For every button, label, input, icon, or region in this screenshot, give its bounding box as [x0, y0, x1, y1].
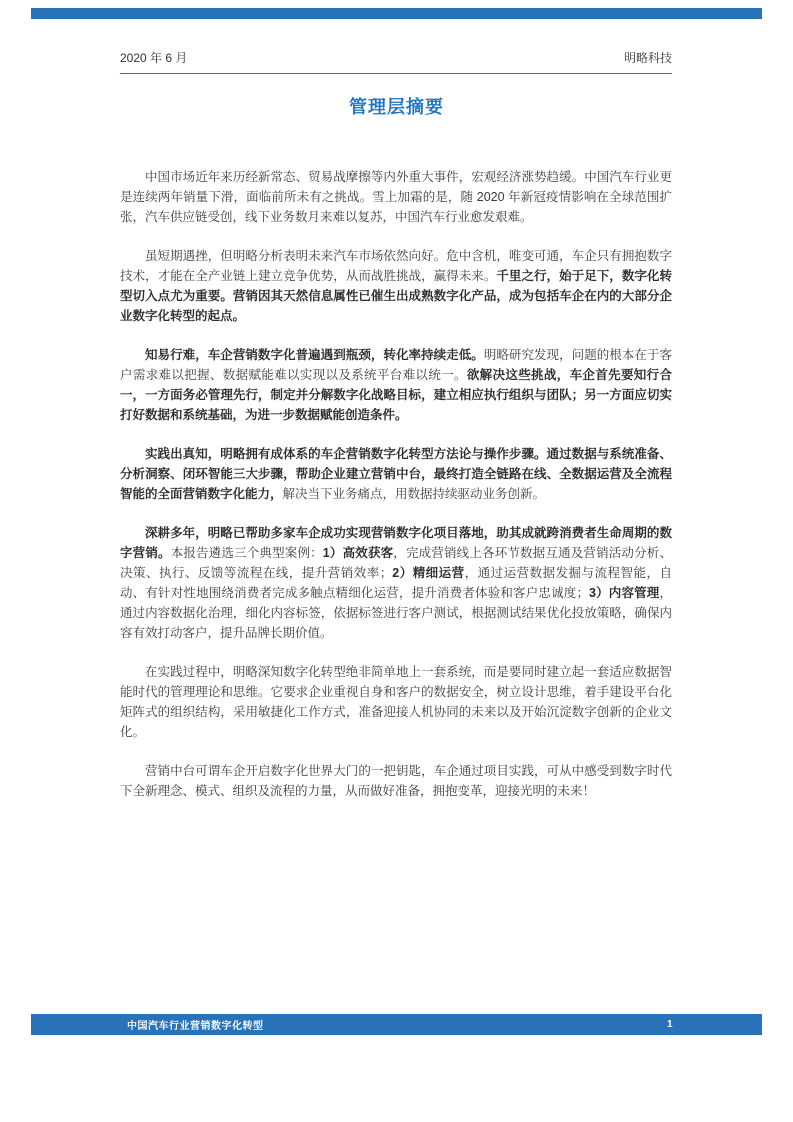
header-date: 2020 年 6 月	[120, 51, 188, 65]
footer-label: 中国汽车行业营销数字化转型	[127, 1021, 264, 1032]
footer-bar	[31, 1014, 762, 1035]
body-paragraph	[120, 167, 672, 227]
text-run: 在实践过程中，明略深知数字化转型绝非简单地上一套系统，而是要同时建立起一套适应数据智能时代的管理理论和思维。它要求企业重视自身和客户的数据安全，树立设计思维，着手建设平台化矩阵式的组织结构，采用敏捷化工作方式，准备迎接人机协同的未来以及开始沉淀数字创新的企业文化。	[120, 665, 672, 739]
text-run: 实践出真知，明略拥有成体系的车企营销数字化转型方法论与操作步骤。通过数据与系统准备、分析洞察、闭环智能三大步骤，帮助企业建立营销中台，最终打造全链路在线、全数据运营及全流程智能的全面营销数字化能力，	[120, 447, 672, 501]
body-paragraph	[120, 246, 672, 326]
footer-page-number: 1	[666, 1019, 673, 1030]
text-run: 3）内容管理	[588, 586, 660, 600]
text-run: ，通过内容数据化治理，细化内容标签，依据标签进行客户测试，根据测试结果优化投放策略，确保内容有效打动客户，提升品牌长期价值。	[120, 586, 672, 640]
text-run: 营销中台可谓车企开启数字化世界大门的一把钥匙，车企通过项目实践，可从中感受到数字时代下全新理念、模式、组织及流程的力量，从而做好准备，拥抱变革，迎接光明的未来！	[120, 764, 672, 798]
body-paragraph	[120, 523, 672, 643]
text-run: 2）精细运营	[392, 566, 465, 580]
body-paragraph	[120, 345, 672, 425]
body-paragraph	[120, 761, 672, 801]
text-run: 欲解决这些挑战，车企首先要知行合一，一方面务必管理先行，制定并分解数字化战略目标，建立相应执行组织与团队；另一方面应切实打好数据和系统基础，为进一步数据赋能创造条件。	[120, 368, 672, 422]
header-brand: 明略科技	[623, 51, 672, 65]
page-title: 管理层摘要	[349, 97, 444, 117]
page-header	[120, 49, 672, 66]
text-run: 知易行难，车企营销数字化普遍遇到瓶颈，转化率持续走低。	[145, 348, 484, 362]
text-run: 明略研究发现，问题的根本在于客户需求难以把握、数据赋能难以实现以及系统平台难以统一。	[120, 348, 672, 382]
text-run: 1）高效获客	[322, 546, 394, 560]
text-run: 本报告遴选三个典型案例：	[170, 546, 323, 560]
header-rule	[120, 73, 672, 74]
text-run: ，通过运营数据发掘与流程智能，自动、有针对性地围绕消费者完成多触点精细化运营，提升消费者体验和客户忠诚度；	[120, 566, 672, 600]
body-paragraph	[120, 662, 672, 742]
text-run: 虽短期遇挫，但明略分析表明未来汽车市场依然向好。危中含机，唯变可通，车企只有拥抱数字技术，才能在全产业链上建立竞争优势，从而战胜挑战，赢得未来。	[120, 249, 672, 283]
text-run: ，完成营销线上各环节数据互通及营销活动分析、决策、执行、反馈等流程在线，提升营销效率；	[120, 546, 672, 580]
text-run: 解决当下业务痛点，用数据持续驱动业务创新。	[282, 487, 546, 501]
body-paragraph	[120, 444, 672, 504]
top-accent-bar	[31, 8, 762, 19]
body-paragraphs	[120, 167, 672, 820]
text-run: 中国市场近年来历经新常态、贸易战摩擦等内外重大事件，宏观经济涨势趋缓。中国汽车行业更是连续两年销量下滑，面临前所未有之挑战。雪上加霜的是，随 2020 年新冠疫情影响在全球范围扩张，汽车供应链受创，线下业务数月来难以复苏，中国汽车行业愈发艰难。	[120, 170, 672, 224]
text-run: 千里之行，始于足下，数字化转型切入点尤为重要。营销因其天然信息属性已催生出成熟数字化产品，成为包括车企在内的大部分企业数字化转型的起点。	[120, 269, 672, 323]
text-run: 深耕多年，明略已帮助多家车企成功实现营销数字化项目落地，助其成就跨消费者生命周期的数字营销。	[120, 526, 672, 560]
